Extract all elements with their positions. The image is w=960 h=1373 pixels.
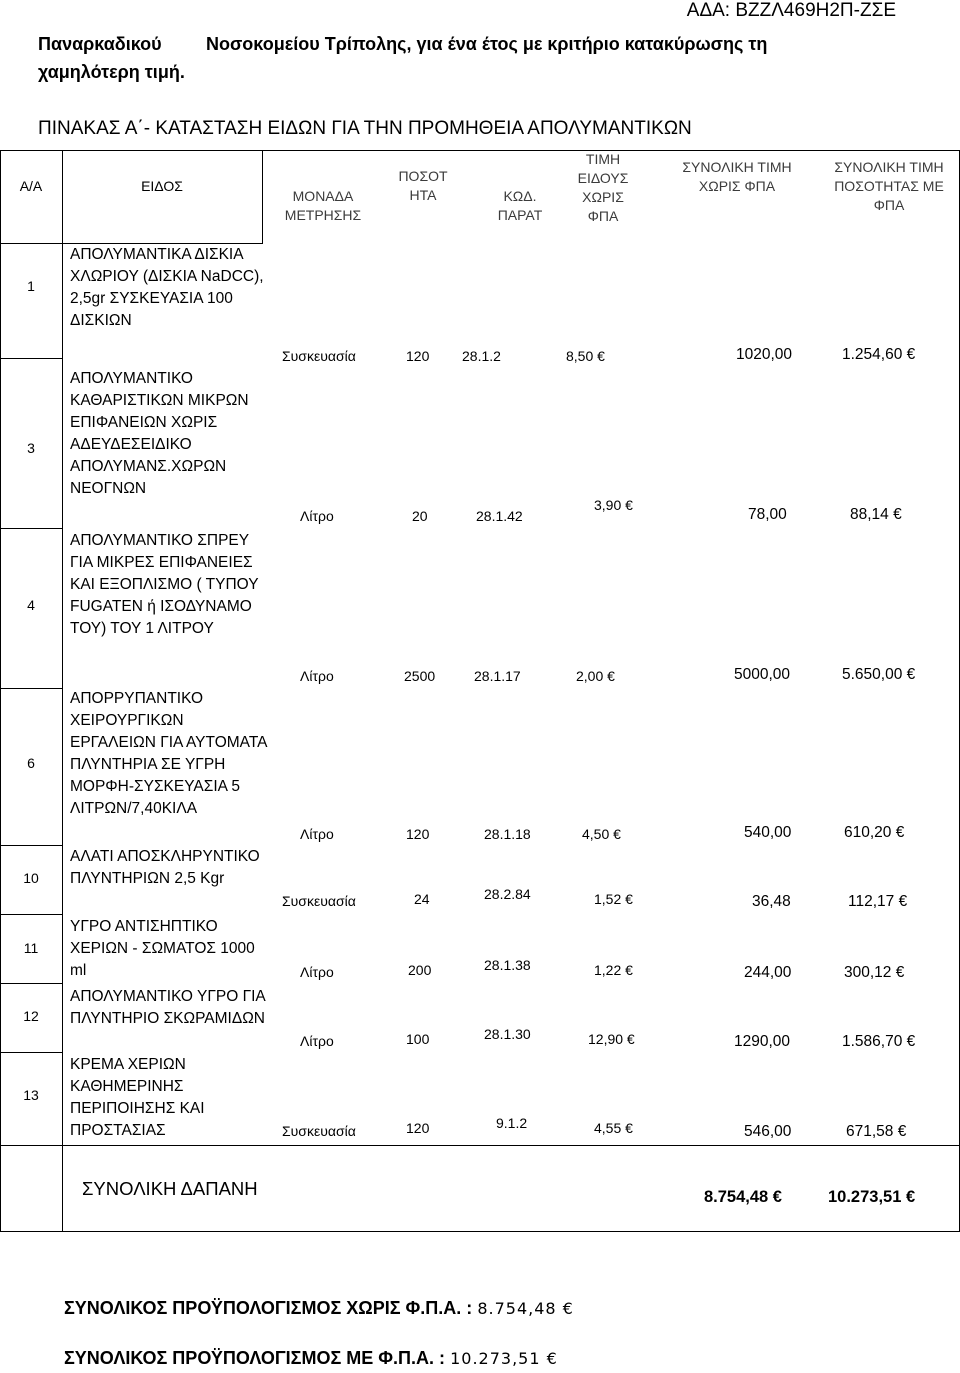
unit-cell: Λίτρο — [300, 508, 334, 524]
row-divider — [0, 1052, 62, 1053]
qty-cell: 120 — [406, 826, 430, 842]
unit-cell: Λίτρο — [300, 826, 334, 842]
column-divider — [62, 150, 63, 1232]
row-number: 13 — [23, 1087, 39, 1103]
row-divider — [0, 1145, 960, 1146]
header-price: ΤΙΜΗ ΕΙΔΟΥΣ ΧΩΡΙΣ ΦΠΑ — [577, 151, 629, 224]
qty-cell: 200 — [408, 962, 432, 978]
item-description: ΑΠΟΛΥΜΑΝΤΙΚΟ ΣΠΡΕΥ ΓΙΑ ΜΙΚΡΕΣ ΕΠΙΦΑΝΕΙΕΣ ΚΑΙ ΕΞΟΠΛΙΣΜΟ ( ΤΥΠΟΥ FUGATEN ή ΙΣΟΔΥΝΑΜΟ ΤΟΥ) ΤΟΥ 1 ΛΙΤΡΟΥ — [70, 532, 259, 637]
total-cell: 546,00 — [744, 1123, 792, 1140]
item-description: ΑΠΟΡΡΥΠΑΝΤΙΚΟ ΧΕΙΡΟΥΡΓΙΚΩΝ ΕΡΓΑΛΕΙΩΝ ΓΙΑ ΑΥΤΟΜΑΤΑ ΠΛΥΝΤΗΡΙΑ ΣΕ ΥΓΡΗ ΜΟΡΦΗ-ΣΥΣΚΕΥΑΣΙΑ 5 ΛΙΤΡΩΝ/7,40ΚΙΛΑ — [70, 690, 267, 817]
total-expense-label: ΣΥΝΟΛΙΚΗ ΔΑΠΑΝΗ — [82, 1178, 258, 1199]
total-cell: 244,00 — [744, 964, 792, 981]
total-vat-cell: 112,17 € — [848, 893, 908, 910]
price-cell: 3,90 € — [594, 497, 633, 513]
qty-cell: 120 — [406, 1120, 430, 1136]
ada-code: ΑΔΑ: ΒΖΖΛ469Η2Π-ΖΣΕ — [686, 0, 896, 21]
total-expense-without-vat: 8.754,48 € — [704, 1188, 782, 1206]
unit-cell: Συσκευασία — [282, 1123, 356, 1139]
unit-cell: Λίτρο — [300, 964, 334, 980]
budget-without-vat — [64, 1298, 574, 1319]
row-divider — [0, 528, 62, 529]
price-cell: 4,50 € — [582, 826, 621, 842]
total-vat-cell: 1.254,60 € — [842, 346, 916, 363]
qty-cell: 2500 — [404, 668, 436, 684]
row-number: 6 — [27, 755, 35, 771]
unit-cell: Συσκευασία — [282, 893, 356, 909]
code-cell: 28.1.42 — [476, 508, 523, 524]
qty-cell: 20 — [412, 508, 428, 524]
price-cell: 1,22 € — [594, 962, 633, 978]
budget-with-vat-label: ΣΥΝΟΛΙΚΟΣ ΠΡΟΫΠΟΛΟΓΙΣΜΟΣ ΜΕ Φ.Π.Α. : — [64, 1348, 446, 1368]
total-cell: 1290,00 — [734, 1033, 791, 1050]
budget-without-vat-label: ΣΥΝΟΛΙΚΟΣ ΠΡΟΫΠΟΛΟΓΙΣΜΟΣ ΧΩΡΙΣ Φ.Π.Α. : — [64, 1298, 473, 1318]
row-divider — [0, 983, 62, 984]
header-total-vat: ΣΥΝΟΛΙΚΗ ΤΙΜΗ ΠΟΣΟΤΗΤΑΣ ΜΕ ΦΠΑ — [834, 159, 944, 213]
price-cell: 1,52 € — [594, 891, 633, 907]
unit-cell: Λίτρο — [300, 668, 334, 684]
unit-cell: Συσκευασία — [282, 348, 356, 364]
price-cell: 12,90 € — [588, 1031, 635, 1047]
row-number: 3 — [27, 440, 35, 456]
row-number: 1 — [27, 278, 35, 294]
item-description: ΑΠΟΛΥΜΑΝΤΙΚΟ ΥΓΡΟ ΓΙΑ ΠΛΥΝΤΗΡΙΟ ΣΚΩΡΑΜΙΔΩΝ — [70, 988, 265, 1027]
row-number: 12 — [23, 1008, 39, 1024]
row-divider — [0, 688, 62, 689]
item-description: ΚΡΕΜΑ ΧΕΡΙΩΝ ΚΑΘΗΜΕΡΙΝΗΣ ΠΕΡΙΠΟΙΗΣΗΣ ΚΑΙ ΠΡΟΣΤΑΣΙΑΣ — [70, 1056, 205, 1139]
total-vat-cell: 671,58 € — [846, 1123, 907, 1140]
code-cell: 28.1.38 — [484, 957, 531, 973]
qty-cell: 120 — [406, 348, 430, 364]
total-cell: 36,48 — [752, 893, 791, 910]
code-cell: 28.1.18 — [484, 826, 531, 842]
item-description: ΑΠΟΛΥΜΑΝΤΙΚΟ ΚΑΘΑΡΙΣΤΙΚΩΝ ΜΙΚΡΩΝ ΕΠΙΦΑΝΕΙΩΝ ΧΩΡΙΣ ΑΔΕΥΔΕΣΕΙΔΙΚΟ ΑΠΟΛΥΜΑΝΣ.ΧΩΡΩΝ ΝΕΟΓΝΩΝ — [70, 370, 249, 497]
item-description: ΑΛΑΤΙ ΑΠΟΣΚΛΗΡΥΝΤΙΚΟ ΠΛΥΝΤΗΡΙΩΝ 2,5 Kgr — [70, 848, 260, 887]
code-cell: 28.2.84 — [484, 886, 531, 902]
total-cell: 5000,00 — [734, 666, 791, 683]
budget-with-vat — [64, 1348, 558, 1369]
header-unit: ΜΟΝΑΔΑ ΜΕΤΡΗΣΗΣ — [284, 188, 362, 223]
row-number: 10 — [23, 870, 39, 886]
intro-text-right: Νοσοκομείου Τρίπολης, για ένα έτος με κριτήριο κατακύρωσης τη — [206, 34, 768, 54]
row-number: 4 — [27, 597, 35, 613]
intro-text-line2: χαμηλότερη τιμή. — [38, 62, 185, 82]
total-cell: 1020,00 — [736, 346, 793, 363]
total-cell: 78,00 — [748, 506, 787, 523]
row-divider — [0, 914, 62, 915]
total-vat-cell: 300,12 € — [844, 964, 905, 981]
price-cell: 8,50 € — [566, 348, 605, 364]
header-aa: Α/Α — [19, 178, 43, 194]
qty-cell: 100 — [406, 1031, 430, 1047]
header-item: ΕΙΔΟΣ — [141, 178, 183, 194]
qty-cell: 24 — [414, 891, 430, 907]
header-total: ΣΥΝΟΛΙΚΗ ΤΙΜΗ ΧΩΡΙΣ ΦΠΑ — [682, 159, 792, 194]
intro-text-left: Παναρκαδικού — [38, 34, 162, 54]
header-qty: ΠΟΣΟΤ ΗΤΑ — [398, 168, 448, 203]
table-title: ΠΙΝΑΚΑΣ Α΄- ΚΑΤΑΣΤΑΣΗ ΕΙΔΩΝ ΓΙΑ ΤΗΝ ΠΡΟΜΗΘΕΙΑ ΑΠΟΛΥΜΑΝΤΙΚΩΝ — [38, 118, 692, 139]
total-vat-cell: 88,14 € — [850, 506, 902, 523]
total-cell: 540,00 — [744, 824, 792, 841]
table-border — [0, 150, 1, 1232]
budget-with-vat-value: 10.273,51 € — [450, 1349, 558, 1368]
total-vat-cell: 5.650,00 € — [842, 666, 916, 683]
budget-without-vat-value: 8.754,48 € — [477, 1299, 574, 1318]
code-cell: 28.1.2 — [462, 348, 501, 364]
total-vat-cell: 1.586,70 € — [842, 1033, 916, 1050]
total-vat-cell: 610,20 € — [844, 824, 905, 841]
item-description: ΑΠΟΛΥΜΑΝΤΙΚΑ ΔΙΣΚΙΑ ΧΛΩΡΙΟΥ (ΔΙΣΚΙΑ NaDCC), 2,5gr ΣΥΣΚΕΥΑΣΙΑ 100 ΔΙΣΚΙΩΝ — [70, 246, 264, 329]
total-expense-with-vat: 10.273,51 € — [828, 1188, 916, 1206]
unit-cell: Λίτρο — [300, 1033, 334, 1049]
price-cell: 2,00 € — [576, 668, 615, 684]
code-cell: 28.1.17 — [474, 668, 521, 684]
item-description: ΥΓΡΟ ΑΝΤΙΣΗΠΤΙΚΟ ΧΕΡΙΩΝ - ΣΩΜΑΤΟΣ 1000 ml — [70, 918, 255, 979]
column-divider — [262, 150, 263, 244]
header-code: ΚΩΔ. ΠΑΡΑΤ — [497, 188, 543, 223]
row-number: 11 — [23, 940, 39, 956]
row-divider — [0, 845, 62, 846]
code-cell: 9.1.2 — [496, 1115, 528, 1131]
price-cell: 4,55 € — [594, 1120, 633, 1136]
row-divider — [0, 358, 62, 359]
code-cell: 28.1.30 — [484, 1026, 531, 1042]
